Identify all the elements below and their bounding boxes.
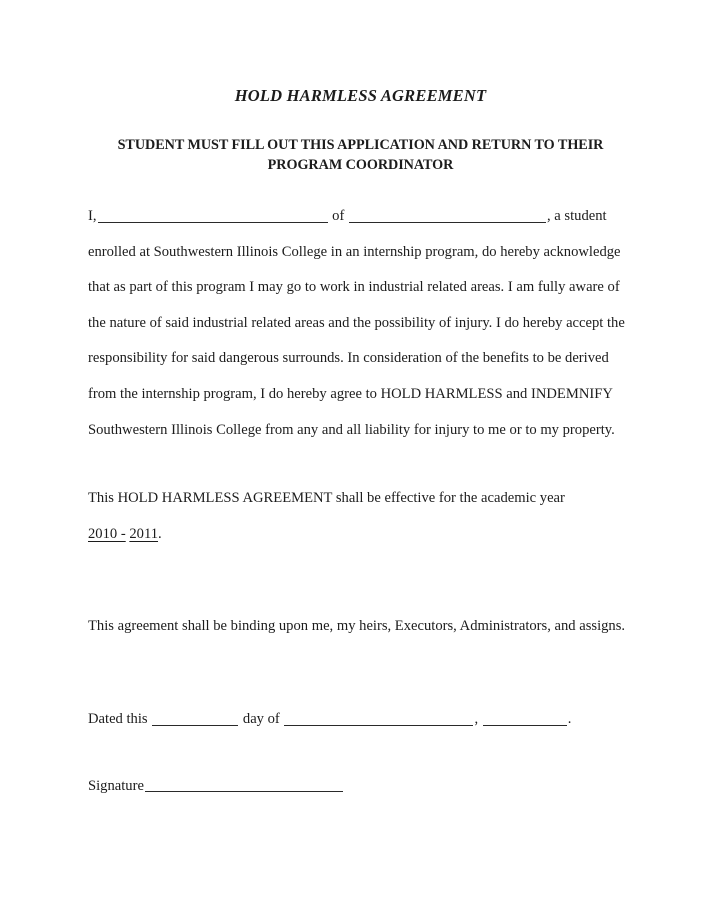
dated-line <box>88 702 633 738</box>
day-of-label: day of <box>242 710 280 727</box>
name-field-lead: I, <box>88 207 97 224</box>
signature-blank[interactable] <box>145 778 343 792</box>
term-text: This HOLD HARMLESS AGREEMENT shall be effective for the academic year <box>88 490 565 507</box>
page-title: HOLD HARMLESS AGREEMENT <box>234 86 487 105</box>
academic-year-start[interactable]: 2010 - <box>88 525 126 542</box>
student-name-blank[interactable] <box>98 209 328 223</box>
document-subtitle: STUDENT MUST FILL OUT THIS APPLICATION AND RETURN TO THEIR PROGRAM COORDINATOR <box>117 136 604 173</box>
signature-line <box>88 769 633 805</box>
term-period: . <box>158 525 162 542</box>
acknowledgement-text: , a student enrolled at Southwestern Illinois College in an internship program, do hereby acknowledge that as part of this program I may go to work in industrial related areas. I am fully aware of the nature of said industrial related areas and the possibility of injury. I do hereby accept the responsibility for said dangerous surrounds. In consideration of the benefits to be derived from the internship program, I do hereby agree to HOLD HARMLESS and INDEMNIFY Southwestern Illinois College from any and all liability for injury to me or to my property. <box>88 207 625 438</box>
acknowledgement-paragraph <box>88 199 633 448</box>
document-body <box>88 86 633 805</box>
dated-year-blank[interactable] <box>483 712 567 726</box>
binding-paragraph: This agreement shall be binding upon me, my heirs, Executors, Administrators, and assigns. <box>88 618 626 635</box>
academic-year-end[interactable]: 2011 <box>129 525 159 542</box>
signature-label: Signature <box>88 778 144 795</box>
dated-period: . <box>567 710 572 727</box>
term-paragraph <box>88 481 633 552</box>
dated-comma: , <box>474 710 479 727</box>
dated-month-blank[interactable] <box>284 712 473 726</box>
dated-this-label: Dated this <box>88 710 148 727</box>
place-field-connector: of <box>332 207 345 224</box>
company-name-blank[interactable] <box>349 209 546 223</box>
dated-day-blank[interactable] <box>152 712 238 726</box>
